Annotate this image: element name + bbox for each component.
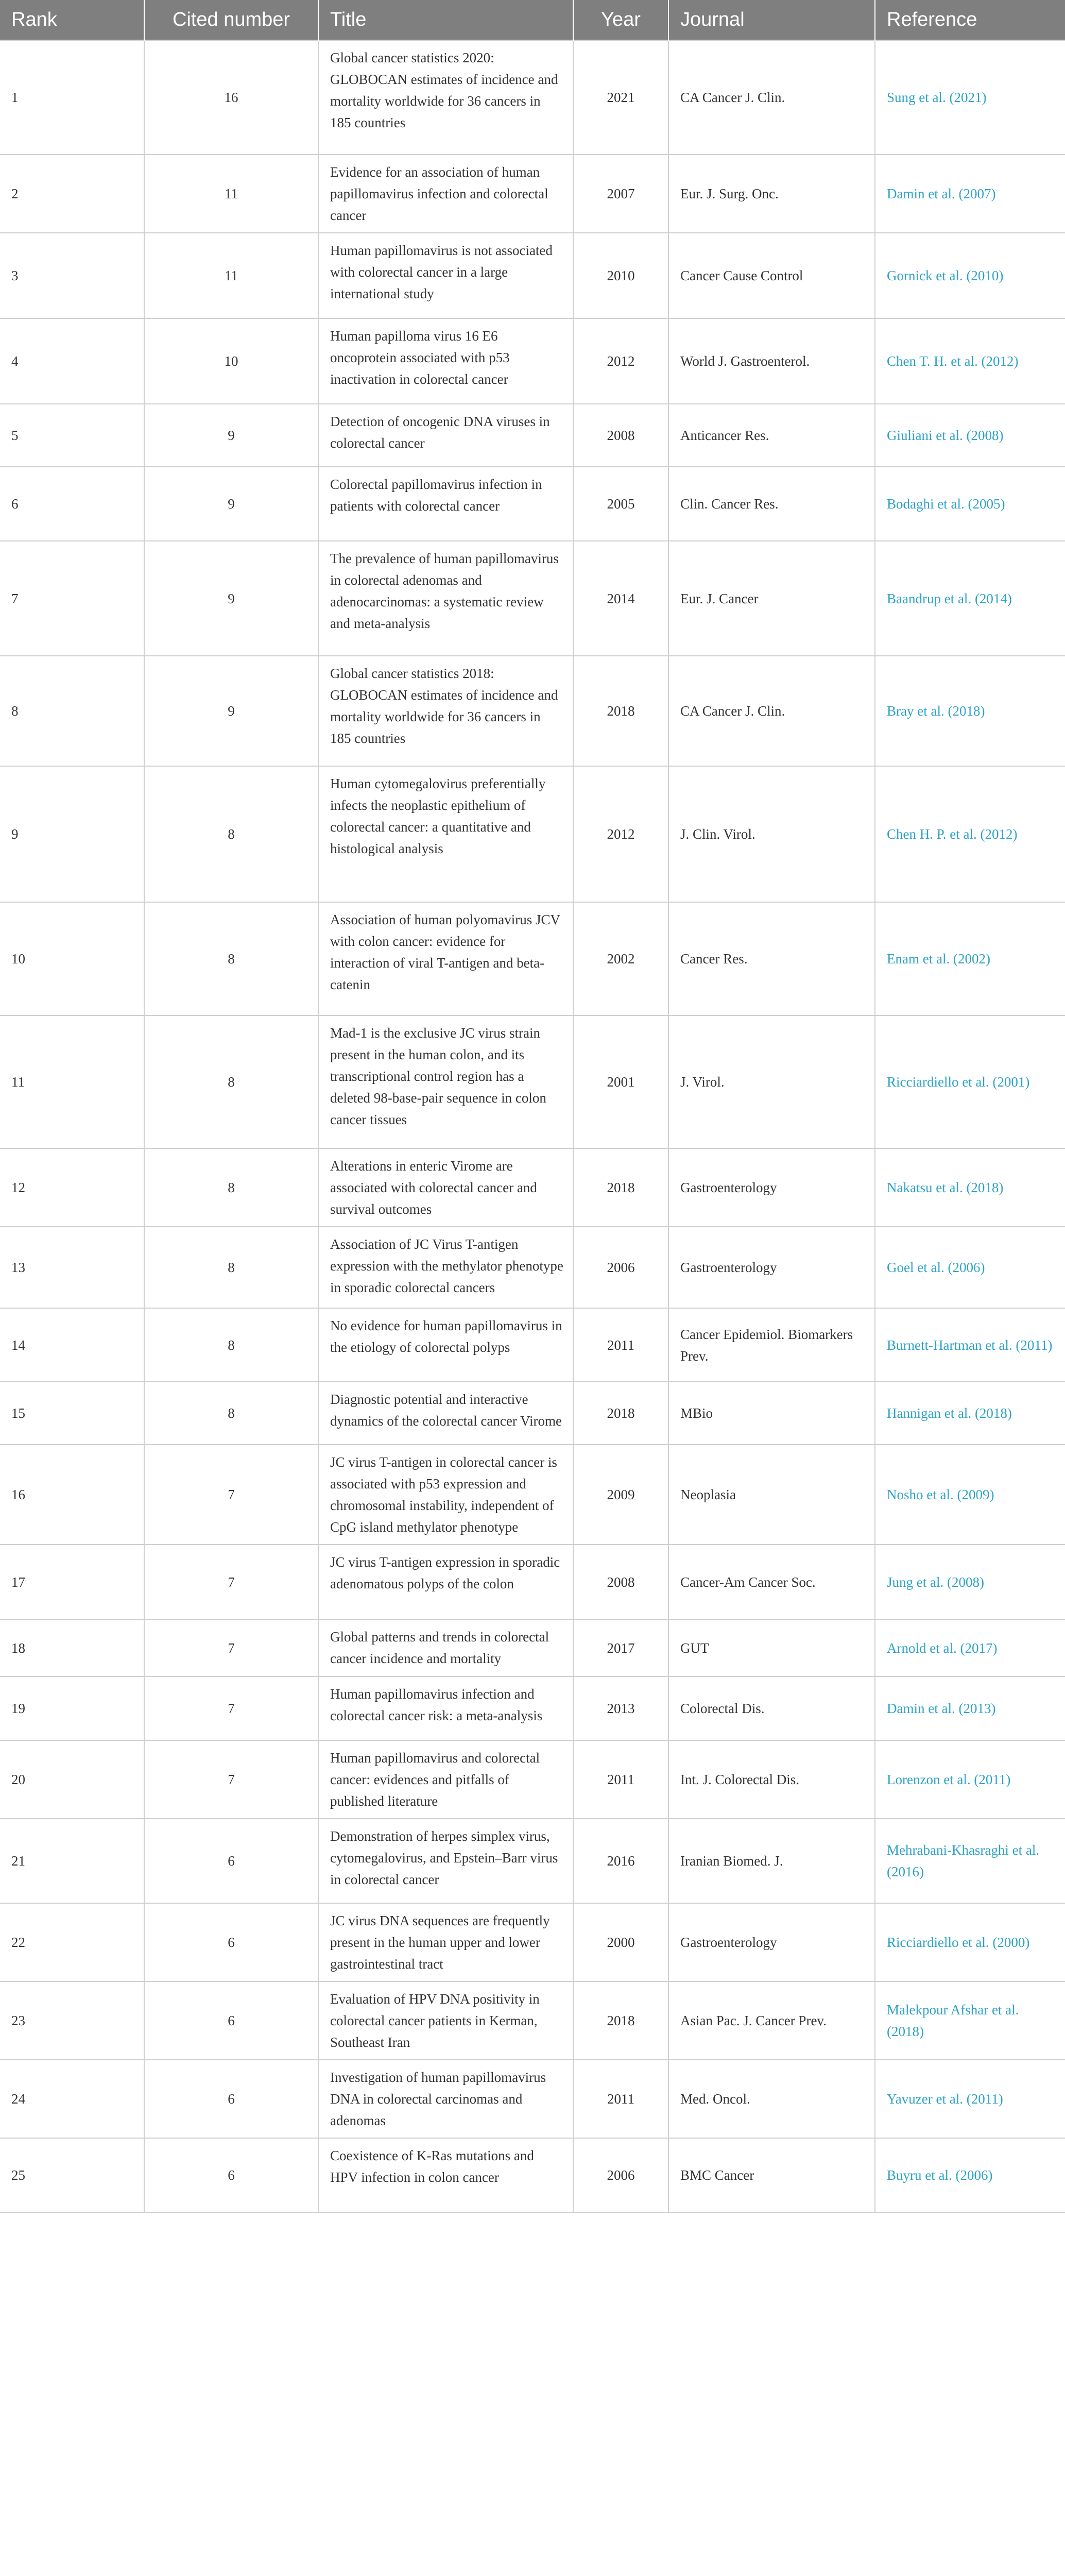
cited-number-cell: 8	[144, 902, 318, 1015]
table-body	[0, 40, 1065, 2212]
reference-link[interactable]: Lorenzon et al. (2011)	[875, 1740, 1065, 1819]
reference-link[interactable]: Arnold et al. (2017)	[875, 1619, 1065, 1676]
title-cell: No evidence for human papillomavirus in the etiology of colorectal polyps	[318, 1308, 573, 1382]
cited-number-cell: 8	[144, 1382, 318, 1445]
reference-link[interactable]: Malekpour Afshar et al. (2018)	[875, 1981, 1065, 2060]
table-row	[0, 1308, 1065, 1382]
reference-link[interactable]: Giuliani et al. (2008)	[875, 404, 1065, 467]
title-cell: Alterations in enteric Virome are associated with colorectal cancer and survival outcomes	[318, 1148, 573, 1227]
table-row	[0, 1148, 1065, 1227]
journal-cell: J. Virol.	[668, 1015, 875, 1148]
reference-link[interactable]: Baandrup et al. (2014)	[875, 541, 1065, 656]
journal-cell: Cancer-Am Cancer Soc.	[668, 1545, 875, 1619]
rank-cell: 17	[0, 1545, 144, 1619]
reference-link[interactable]: Damin et al. (2013)	[875, 1676, 1065, 1740]
reference-link[interactable]: Yavuzer et al. (2011)	[875, 2060, 1065, 2138]
cited-number-cell: 9	[144, 656, 318, 766]
journal-cell: Neoplasia	[668, 1445, 875, 1545]
rank-cell: 21	[0, 1819, 144, 1903]
cited-number-cell: 6	[144, 2060, 318, 2138]
title-cell: Global cancer statistics 2018: GLOBOCAN estimates of incidence and mortality worldwide for 36 cancers in 185 countries	[318, 656, 573, 766]
rank-cell: 23	[0, 1981, 144, 2060]
cited-number-cell: 10	[144, 318, 318, 404]
reference-link[interactable]: Gornick et al. (2010)	[875, 233, 1065, 318]
reference-link[interactable]: Sung et al. (2021)	[875, 40, 1065, 155]
title-cell: Evidence for an association of human papillomavirus infection and colorectal cancer	[318, 155, 573, 233]
year-cell: 2013	[573, 1676, 668, 1740]
reference-link[interactable]: Ricciardiello et al. (2001)	[875, 1015, 1065, 1148]
reference-link[interactable]: Goel et al. (2006)	[875, 1227, 1065, 1308]
rank-cell: 15	[0, 1382, 144, 1445]
reference-link[interactable]: Bray et al. (2018)	[875, 656, 1065, 766]
year-cell: 2016	[573, 1819, 668, 1903]
table-row	[0, 1227, 1065, 1308]
table-row	[0, 1819, 1065, 1903]
journal-cell: Eur. J. Surg. Onc.	[668, 155, 875, 233]
cited-number-cell: 7	[144, 1445, 318, 1545]
rank-cell: 7	[0, 541, 144, 656]
title-cell: Global cancer statistics 2020: GLOBOCAN estimates of incidence and mortality worldwide for 36 cancers in 185 countries	[318, 40, 573, 155]
year-cell: 2017	[573, 1619, 668, 1676]
year-cell: 2018	[573, 656, 668, 766]
table-row	[0, 233, 1065, 318]
cited-number-cell: 9	[144, 467, 318, 541]
reference-link[interactable]: Buyru et al. (2006)	[875, 2138, 1065, 2212]
reference-link[interactable]: Hannigan et al. (2018)	[875, 1382, 1065, 1445]
title-cell: Demonstration of herpes simplex virus, cytomegalovirus, and Epstein–Barr virus in colorectal cancer	[318, 1819, 573, 1903]
reference-link[interactable]: Enam et al. (2002)	[875, 902, 1065, 1015]
journal-cell: GUT	[668, 1619, 875, 1676]
title-cell: Coexistence of K-Ras mutations and HPV infection in colon cancer	[318, 2138, 573, 2212]
table-row	[0, 1545, 1065, 1619]
reference-link[interactable]: Ricciardiello et al. (2000)	[875, 1903, 1065, 1981]
rank-cell: 3	[0, 233, 144, 318]
journal-cell: J. Clin. Virol.	[668, 766, 875, 902]
journal-cell: Asian Pac. J. Cancer Prev.	[668, 1981, 875, 2060]
table-row	[0, 1903, 1065, 1981]
cited-number-cell: 8	[144, 1227, 318, 1308]
year-cell: 2002	[573, 902, 668, 1015]
year-cell: 2014	[573, 541, 668, 656]
title-cell: JC virus T-antigen in colorectal cancer is associated with p53 expression and chromosomal instability, independent of CpG island methylator phenotype	[318, 1445, 573, 1545]
journal-cell: Cancer Epidemiol. Biomarkers Prev.	[668, 1308, 875, 1382]
rank-cell: 2	[0, 155, 144, 233]
cited-number-cell: 6	[144, 2138, 318, 2212]
table-row	[0, 902, 1065, 1015]
rank-cell: 6	[0, 467, 144, 541]
title-cell: Diagnostic potential and interactive dynamics of the colorectal cancer Virome	[318, 1382, 573, 1445]
journal-cell: Med. Oncol.	[668, 2060, 875, 2138]
rank-cell: 12	[0, 1148, 144, 1227]
rank-cell: 24	[0, 2060, 144, 2138]
cited-number-cell: 7	[144, 1545, 318, 1619]
year-cell: 2011	[573, 1740, 668, 1819]
rank-cell: 4	[0, 318, 144, 404]
reference-link[interactable]: Bodaghi et al. (2005)	[875, 467, 1065, 541]
table-row	[0, 2138, 1065, 2212]
header-cited-number: Cited number	[144, 0, 318, 40]
title-cell: Association of JC Virus T-antigen expression with the methylator phenotype in sporadic colorectal cancers	[318, 1227, 573, 1308]
cited-number-cell: 8	[144, 766, 318, 902]
title-cell: Global patterns and trends in colorectal cancer incidence and mortality	[318, 1619, 573, 1676]
year-cell: 2010	[573, 233, 668, 318]
rank-cell: 25	[0, 2138, 144, 2212]
journal-cell: Colorectal Dis.	[668, 1676, 875, 1740]
rank-cell: 5	[0, 404, 144, 467]
table-header	[0, 0, 1065, 40]
year-cell: 2018	[573, 1382, 668, 1445]
year-cell: 2008	[573, 1545, 668, 1619]
table-row	[0, 1740, 1065, 1819]
header-title: Title	[318, 0, 573, 40]
title-cell: Detection of oncogenic DNA viruses in colorectal cancer	[318, 404, 573, 467]
rank-cell: 14	[0, 1308, 144, 1382]
cited-number-cell: 7	[144, 1619, 318, 1676]
year-cell: 2008	[573, 404, 668, 467]
cited-number-cell: 11	[144, 233, 318, 318]
year-cell: 2000	[573, 1903, 668, 1981]
table-row	[0, 1445, 1065, 1545]
cited-number-cell: 8	[144, 1015, 318, 1148]
table-row	[0, 1619, 1065, 1676]
header-row	[0, 0, 1065, 40]
year-cell: 2018	[573, 1981, 668, 2060]
table-row	[0, 1981, 1065, 2060]
year-cell: 2012	[573, 766, 668, 902]
rank-cell: 11	[0, 1015, 144, 1148]
title-cell: JC virus T-antigen expression in sporadic adenomatous polyps of the colon	[318, 1545, 573, 1619]
journal-cell: Anticancer Res.	[668, 404, 875, 467]
cited-number-cell: 9	[144, 541, 318, 656]
title-cell: Investigation of human papillomavirus DNA in colorectal carcinomas and adenomas	[318, 2060, 573, 2138]
rank-cell: 16	[0, 1445, 144, 1545]
reference-link[interactable]: Chen H. P. et al. (2012)	[875, 766, 1065, 902]
cited-number-cell: 7	[144, 1740, 318, 1819]
table-row	[0, 155, 1065, 233]
journal-cell: Cancer Cause Control	[668, 233, 875, 318]
table-row	[0, 541, 1065, 656]
table-row	[0, 1015, 1065, 1148]
rank-cell: 10	[0, 902, 144, 1015]
table-row	[0, 656, 1065, 766]
journal-cell: Eur. J. Cancer	[668, 541, 875, 656]
table-row	[0, 1382, 1065, 1445]
year-cell: 2009	[573, 1445, 668, 1545]
header-rank: Rank	[0, 0, 144, 40]
reference-link[interactable]: Burnett-Hartman et al. (2011)	[875, 1308, 1065, 1382]
rank-cell: 13	[0, 1227, 144, 1308]
reference-link[interactable]: Nosho et al. (2009)	[875, 1445, 1065, 1545]
cited-number-cell: 6	[144, 1903, 318, 1981]
reference-link[interactable]: Mehrabani-Khasraghi et al. (2016)	[875, 1819, 1065, 1903]
title-cell: Mad-1 is the exclusive JC virus strain present in the human colon, and its transcriptional control region has a deleted 98-base-pair sequence in colon cancer tissues	[318, 1015, 573, 1148]
table-row	[0, 467, 1065, 541]
year-cell: 2018	[573, 1148, 668, 1227]
title-cell: Human papilloma virus 16 E6 oncoprotein associated with p53 inactivation in colorectal cancer	[318, 318, 573, 404]
cited-number-cell: 11	[144, 155, 318, 233]
journal-cell: BMC Cancer	[668, 2138, 875, 2212]
rank-cell: 1	[0, 40, 144, 155]
table-row	[0, 40, 1065, 155]
cited-number-cell: 16	[144, 40, 318, 155]
cited-number-cell: 8	[144, 1308, 318, 1382]
table-row	[0, 766, 1065, 902]
journal-cell: Gastroenterology	[668, 1148, 875, 1227]
rank-cell: 20	[0, 1740, 144, 1819]
title-cell: Human papillomavirus and colorectal cancer: evidences and pitfalls of published literature	[318, 1740, 573, 1819]
journal-cell: Cancer Res.	[668, 902, 875, 1015]
year-cell: 2006	[573, 2138, 668, 2212]
year-cell: 2006	[573, 1227, 668, 1308]
cited-number-cell: 6	[144, 1981, 318, 2060]
title-cell: Human papillomavirus is not associated with colorectal cancer in a large international study	[318, 233, 573, 318]
journal-cell: Gastroenterology	[668, 1903, 875, 1981]
journal-cell: MBio	[668, 1382, 875, 1445]
title-cell: Association of human polyomavirus JCV with colon cancer: evidence for interaction of viral T-antigen and beta-catenin	[318, 902, 573, 1015]
title-cell: JC virus DNA sequences are frequently present in the human upper and lower gastrointestinal tract	[318, 1903, 573, 1981]
table-row	[0, 2060, 1065, 2138]
title-cell: Human cytomegalovirus preferentially infects the neoplastic epithelium of colorectal cancer: a quantitative and histological analysis	[318, 766, 573, 902]
cited-number-cell: 8	[144, 1148, 318, 1227]
title-cell: The prevalence of human papillomavirus in colorectal adenomas and adenocarcinomas: a systematic review and meta-analysis	[318, 541, 573, 656]
table-row	[0, 404, 1065, 467]
cited-number-cell: 7	[144, 1676, 318, 1740]
reference-link[interactable]: Damin et al. (2007)	[875, 155, 1065, 233]
year-cell: 2011	[573, 1308, 668, 1382]
cited-number-cell: 6	[144, 1819, 318, 1903]
cited-number-cell: 9	[144, 404, 318, 467]
year-cell: 2011	[573, 2060, 668, 2138]
rank-cell: 19	[0, 1676, 144, 1740]
year-cell: 2001	[573, 1015, 668, 1148]
reference-link[interactable]: Jung et al. (2008)	[875, 1545, 1065, 1619]
header-journal: Journal	[668, 0, 875, 40]
journal-cell: Gastroenterology	[668, 1227, 875, 1308]
table-row	[0, 1676, 1065, 1740]
journal-cell: CA Cancer J. Clin.	[668, 40, 875, 155]
header-reference: Reference	[875, 0, 1065, 40]
header-year: Year	[573, 0, 668, 40]
rank-cell: 18	[0, 1619, 144, 1676]
journal-cell: Int. J. Colorectal Dis.	[668, 1740, 875, 1819]
rank-cell: 8	[0, 656, 144, 766]
journal-cell: Clin. Cancer Res.	[668, 467, 875, 541]
title-cell: Colorectal papillomavirus infection in patients with colorectal cancer	[318, 467, 573, 541]
table-row	[0, 318, 1065, 404]
rank-cell: 22	[0, 1903, 144, 1981]
journal-cell: World J. Gastroenterol.	[668, 318, 875, 404]
journal-cell: CA Cancer J. Clin.	[668, 656, 875, 766]
year-cell: 2021	[573, 40, 668, 155]
title-cell: Human papillomavirus infection and colorectal cancer risk: a meta-analysis	[318, 1676, 573, 1740]
year-cell: 2007	[573, 155, 668, 233]
rank-cell: 9	[0, 766, 144, 902]
title-cell: Evaluation of HPV DNA positivity in colorectal cancer patients in Kerman, Southeast Iran	[318, 1981, 573, 2060]
journal-cell: Iranian Biomed. J.	[668, 1819, 875, 1903]
reference-link[interactable]: Chen T. H. et al. (2012)	[875, 318, 1065, 404]
reference-link[interactable]: Nakatsu et al. (2018)	[875, 1148, 1065, 1227]
year-cell: 2012	[573, 318, 668, 404]
year-cell: 2005	[573, 467, 668, 541]
